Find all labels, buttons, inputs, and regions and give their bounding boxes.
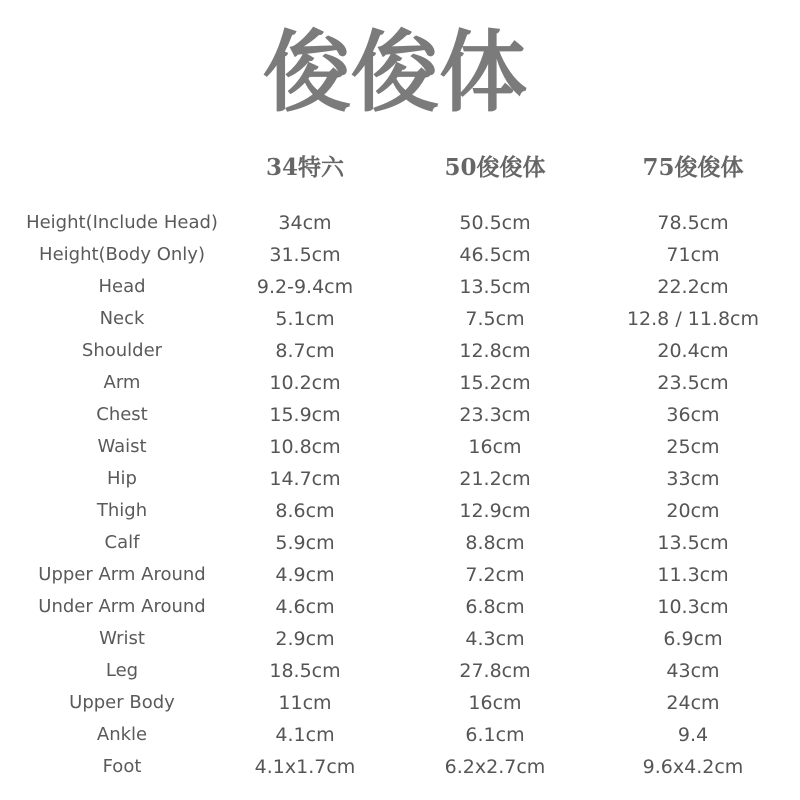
value-75: 13.5cm — [657, 532, 729, 554]
table-row — [0, 559, 800, 591]
row-label: Upper Body — [69, 692, 175, 713]
value-50: 23.3cm — [459, 404, 531, 426]
value-50: 16cm — [468, 436, 522, 458]
value-50: 6.2x2.7cm — [444, 756, 546, 778]
row-label: Shoulder — [81, 340, 163, 361]
table-row — [0, 239, 800, 271]
table-row — [0, 687, 800, 719]
value-75: 20cm — [666, 500, 720, 522]
value-50: 7.5cm — [465, 308, 525, 330]
row-label: Upper Arm Around — [38, 564, 206, 585]
value-34: 5.1cm — [275, 308, 335, 330]
value-34: 4.6cm — [275, 596, 335, 618]
value-75: 9.6x4.2cm — [642, 756, 744, 778]
value-75: 25cm — [666, 436, 720, 458]
row-label: Foot — [102, 756, 142, 777]
value-50: 7.2cm — [465, 564, 525, 586]
table-row — [0, 623, 800, 655]
size-table — [0, 207, 800, 783]
value-75: 78.5cm — [657, 212, 729, 234]
value-34: 10.8cm — [269, 436, 341, 458]
value-50: 8.8cm — [465, 532, 525, 554]
value-50: 4.3cm — [465, 628, 525, 650]
row-label: Under Arm Around — [38, 596, 206, 617]
value-50: 15.2cm — [459, 372, 531, 394]
table-row — [0, 655, 800, 687]
table-row — [0, 335, 800, 367]
value-34: 8.6cm — [275, 500, 335, 522]
value-50: 21.2cm — [459, 468, 531, 490]
table-row — [0, 527, 800, 559]
row-label: Head — [98, 276, 146, 297]
row-label: Ankle — [96, 724, 148, 745]
value-75: 20.4cm — [657, 340, 729, 362]
value-75: 11.3cm — [657, 564, 729, 586]
value-50: 12.8cm — [459, 340, 531, 362]
table-row — [0, 271, 800, 303]
row-label: Height(Include Head) — [26, 212, 218, 233]
table-row — [0, 207, 800, 239]
value-34: 34cm — [278, 212, 332, 234]
table-row — [0, 367, 800, 399]
value-34: 15.9cm — [269, 404, 341, 426]
value-34: 4.9cm — [275, 564, 335, 586]
page-title: 俊俊体 — [262, 21, 527, 124]
row-label: Height(Body Only) — [39, 244, 205, 265]
column-header-50: 50俊俊体 — [444, 154, 546, 181]
value-75: 9.4 — [677, 724, 709, 746]
column-header-34: 34特六 — [265, 154, 344, 181]
value-75: 10.3cm — [657, 596, 729, 618]
value-34: 9.2-9.4cm — [256, 276, 354, 298]
value-75: 12.8 / 11.8cm — [626, 308, 760, 330]
table-row — [0, 591, 800, 623]
row-label: Thigh — [96, 500, 148, 521]
row-label: Hip — [107, 468, 137, 489]
value-50: 46.5cm — [459, 244, 531, 266]
value-34: 4.1x1.7cm — [254, 756, 356, 778]
value-50: 6.1cm — [465, 724, 525, 746]
table-row — [0, 751, 800, 783]
value-50: 12.9cm — [459, 500, 531, 522]
value-75: 43cm — [666, 660, 720, 682]
value-34: 4.1cm — [275, 724, 335, 746]
table-row — [0, 303, 800, 335]
value-75: 6.9cm — [663, 628, 723, 650]
value-34: 11cm — [278, 692, 332, 714]
value-75: 71cm — [666, 244, 720, 266]
value-75: 23.5cm — [657, 372, 729, 394]
value-75: 33cm — [666, 468, 720, 490]
row-label: Neck — [99, 308, 145, 329]
row-label: Wrist — [99, 628, 145, 649]
value-75: 24cm — [666, 692, 720, 714]
value-34: 8.7cm — [275, 340, 335, 362]
value-75: 36cm — [666, 404, 720, 426]
value-34: 10.2cm — [269, 372, 341, 394]
table-row — [0, 431, 800, 463]
column-header-75: 75俊俊体 — [642, 154, 744, 181]
row-label: Chest — [96, 404, 148, 425]
value-34: 14.7cm — [269, 468, 341, 490]
table-row — [0, 719, 800, 751]
value-75: 22.2cm — [657, 276, 729, 298]
table-row — [0, 463, 800, 495]
value-50: 27.8cm — [459, 660, 531, 682]
value-34: 31.5cm — [269, 244, 341, 266]
value-50: 50.5cm — [459, 212, 531, 234]
value-50: 6.8cm — [465, 596, 525, 618]
table-row — [0, 399, 800, 431]
table-row — [0, 495, 800, 527]
row-label: Leg — [105, 660, 139, 681]
value-50: 16cm — [468, 692, 522, 714]
row-label: Waist — [97, 436, 147, 457]
row-label: Arm — [103, 372, 141, 393]
value-34: 18.5cm — [269, 660, 341, 682]
value-50: 13.5cm — [459, 276, 531, 298]
value-34: 5.9cm — [275, 532, 335, 554]
value-34: 2.9cm — [275, 628, 335, 650]
row-label: Calf — [104, 532, 140, 553]
